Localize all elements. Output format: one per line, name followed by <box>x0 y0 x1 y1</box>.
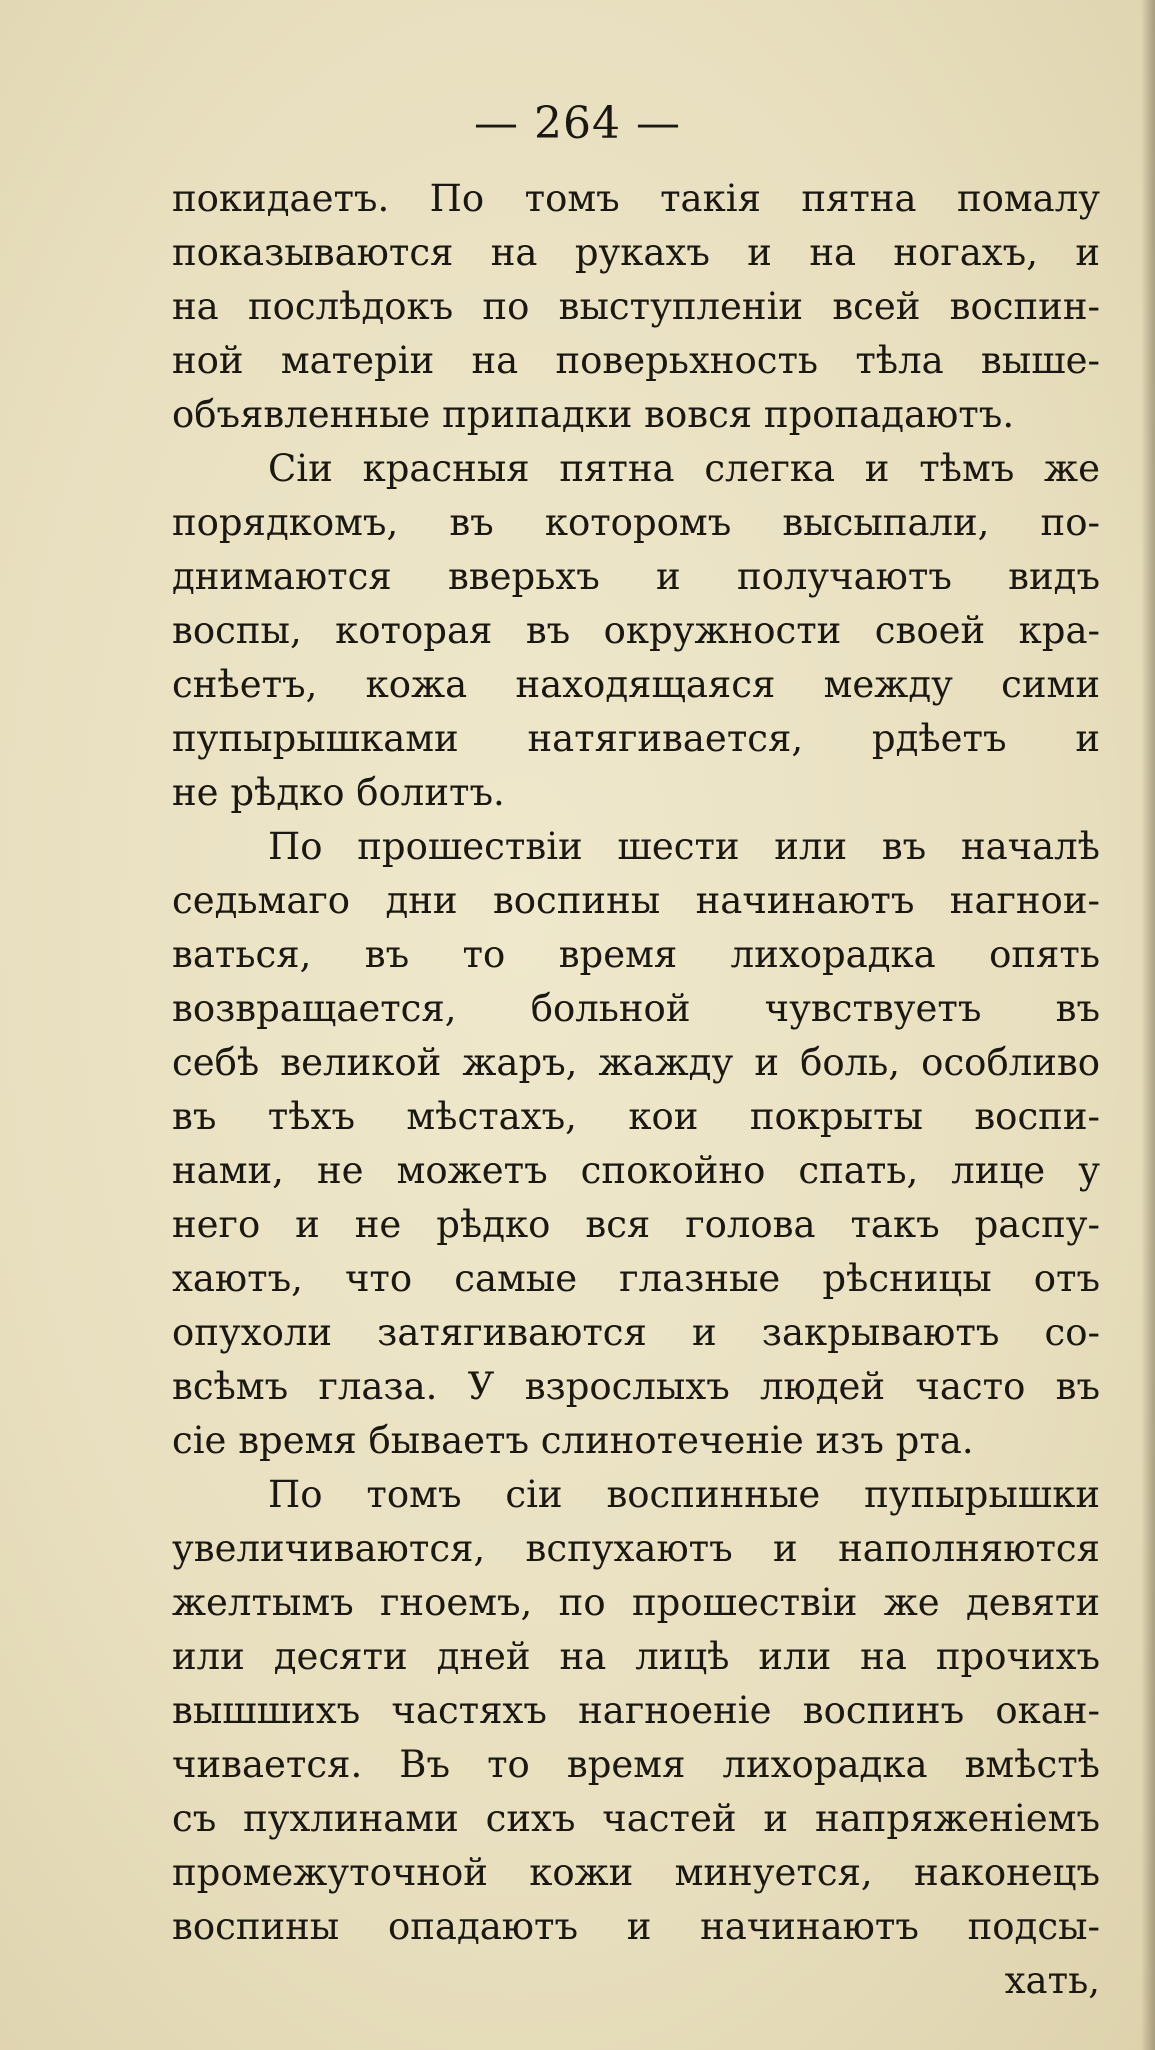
page-number-header: — 264 — <box>474 98 681 149</box>
text-line: Сіи красныя пятна слегка и тѣмъ же <box>268 447 1100 490</box>
text-line: снѣетъ, кожа находящаяся между сими <box>172 663 1100 706</box>
text-line: опухоли затягиваются и закрываютъ со- <box>172 1311 1100 1354</box>
text-line: съ пухлинами сихъ частей и напряженіемъ <box>172 1797 1100 1840</box>
text-line: увеличиваются, вспухаютъ и наполняются <box>172 1527 1100 1570</box>
text-line: хать, <box>1004 1959 1100 2002</box>
text-line: нами, не можетъ спокойно спать, лице у <box>172 1149 1100 1192</box>
text-line: желтымъ гноемъ, по прошествіи же девяти <box>172 1581 1100 1624</box>
text-line: седьмаго дни воспины начинаютъ нагнои- <box>172 879 1100 922</box>
text-line: По прошествіи шести или въ началѣ <box>268 825 1100 868</box>
page-edge-shadow <box>1141 0 1155 2050</box>
text-line: объявленные припадки вовся пропадаютъ. <box>172 393 1015 436</box>
text-line: въ тѣхъ мѣстахъ, кои покрыты воспи- <box>172 1095 1100 1138</box>
text-line: чивается. Въ то время лихорадка вмѣстѣ <box>172 1743 1100 1786</box>
text-line: покидаетъ. По томъ такія пятна помалу <box>172 177 1100 220</box>
text-line: порядкомъ, въ которомъ высыпали, по- <box>172 501 1100 544</box>
text-line: себѣ великой жаръ, жажду и боль, особливо <box>172 1041 1100 1084</box>
text-line: ной матеріи на поверьхность тѣла выше- <box>172 339 1100 382</box>
text-line: показываются на рукахъ и на ногахъ, и <box>172 231 1100 274</box>
text-line: воспы, которая въ окружности своей кра- <box>172 609 1100 652</box>
text-line: не рѣдко болитъ. <box>172 771 505 814</box>
text-line: всѣмъ глаза. У взрослыхъ людей часто въ <box>172 1365 1100 1408</box>
text-line: сіе время бываетъ слинотеченіе изъ рта. <box>172 1419 974 1462</box>
text-line: По томъ сіи воспинные пупырышки <box>268 1473 1100 1516</box>
text-line: вышшихъ частяхъ нагноеніе воспинъ окан- <box>172 1689 1100 1732</box>
text-line: на послѣдокъ по выступленіи всей воспин- <box>172 285 1100 328</box>
text-line: днимаются вверьхъ и получаютъ видъ <box>172 555 1100 598</box>
text-line: хаютъ, что самые глазные рѣсницы отъ <box>172 1257 1100 1300</box>
text-line: него и не рѣдко вся голова такъ распу- <box>172 1203 1100 1246</box>
text-line: воспины опадаютъ и начинаютъ подсы- <box>172 1905 1100 1948</box>
text-line: пупырышками натягивается, рдѣетъ и <box>172 717 1100 760</box>
text-line: промежуточной кожи минуется, наконецъ <box>172 1851 1100 1894</box>
text-line: или десяти дней на лицѣ или на прочихъ <box>172 1635 1100 1678</box>
text-line: ваться, въ то время лихорадка опять <box>172 933 1100 976</box>
text-line: возвращается, больной чувствуетъ въ <box>172 987 1100 1030</box>
body-text <box>172 172 1100 2008</box>
